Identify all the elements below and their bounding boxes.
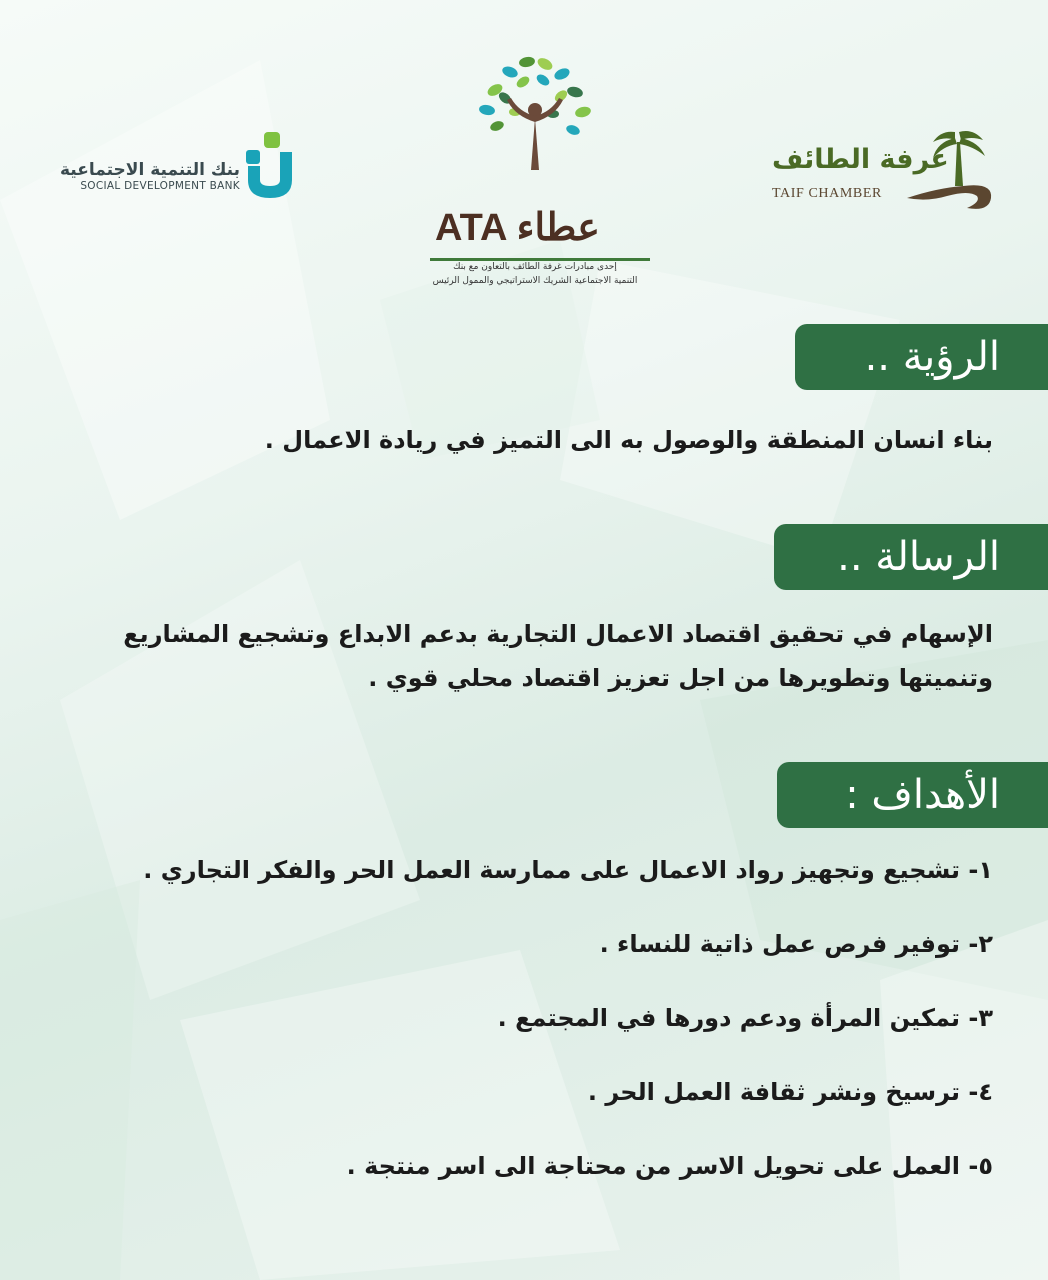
goal-item: ٥- العمل على تحويل الاسر من محتاجة الى اسر منتجة . [346,1152,993,1180]
taif-name-ar: غرفة الطائف [772,144,949,175]
ata-logo [420,50,650,286]
ata-subtitle-line2: التنمية الاجتماعية الشريك الاستراتيجي والممول الرئيس [432,276,638,286]
sdb-logo [50,132,300,212]
vision-text: بناء انسان المنطقة والوصول به الى التميز في ريادة الاعمال . [264,426,993,454]
tree-icon [465,50,605,175]
sdb-name-ar: بنك التنمية الاجتماعية [59,160,240,180]
vision-heading: الرؤية .. [795,324,1048,390]
ata-wordmark [435,205,600,250]
goals-heading: الأهداف : [777,762,1048,828]
taif-chamber-logo [772,128,997,213]
goal-item: ٢- توفير فرص عمل ذاتية للنساء . [599,930,993,958]
mission-text [123,612,993,700]
ata-name-ar: عطاء [516,207,600,249]
goal-item: ٣- تمكين المرأة ودعم دورها في المجتمع . [497,1004,993,1032]
goal-item: ٤- ترسيخ ونشر ثقافة العمل الحر . [587,1078,993,1106]
header-logos [0,0,1048,286]
palm-tree-icon [897,128,997,212]
mission-line: وتنميتها وتطويرها من اجل تعزيز اقتصاد محلي قوي . [368,664,993,692]
goal-item: ١- تشجيع وتجهيز رواد الاعمال على ممارسة العمل الحر والفكر التجاري . [143,856,993,884]
sdb-name-en: SOCIAL DEVELOPMENT BANK [80,180,240,192]
ata-divider [430,258,650,261]
ata-subtitle-line1: إحدى مبادرات غرفة الطائف بالتعاون مع بنك [453,262,617,272]
taif-name-en: TAIF CHAMBER [772,186,882,201]
sdb-logo-text [60,160,240,192]
goals-list [143,848,993,1218]
sdb-mark-icon [244,132,300,202]
mission-line: الإسهام في تحقيق اقتصاد الاعمال التجارية بدعم الابداع وتشجيع المشاريع [123,620,993,648]
ata-name-en: ATA [435,207,507,249]
mission-heading: الرسالة .. [774,524,1048,590]
